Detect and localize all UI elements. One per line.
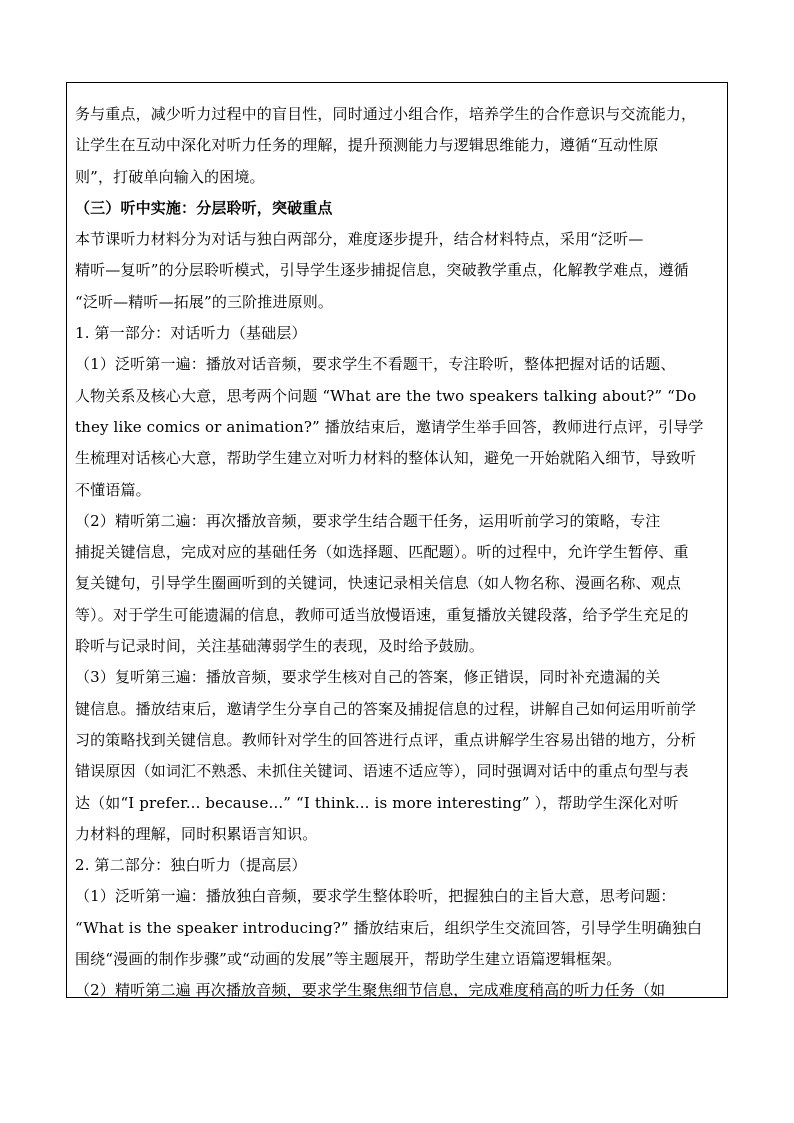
text-line: 聆听与记录时间，关注基础薄弱学生的表现，及时给予鼓励。 bbox=[75, 637, 485, 656]
text-line: they like comics or animation?” 播放结束后，邀请学生举手回答，教师进行点评，引导学 bbox=[75, 417, 704, 436]
text-line: 等）。对于学生可能遗漏的信息，教师可适当放慢语速，重复播放关键段落，给予学生充足的 bbox=[75, 605, 689, 624]
text-line: 不懂语篇。 bbox=[75, 480, 151, 499]
text-line: （2）精听第二遍：再次播放音频，要求学生结合题干任务，运用听前学习的策略，专注 bbox=[75, 511, 661, 530]
text-line: “What is the speaker introducing?” 播放结束后，组织学生交流回答，引导学生明确独白 bbox=[75, 918, 703, 937]
text-line: （3）复听第三遍：播放音频，要求学生核对自己的答案，修正错误，同时补充遗漏的关 bbox=[75, 668, 661, 687]
text-line: （2）精听第二遍 再次播放音频，要求学生聚焦细节信息，完成难度稍高的听力任务（如 bbox=[75, 981, 666, 1000]
text-line: “泛听—精听—拓展”的三阶推进原则。 bbox=[75, 292, 334, 311]
text-line: 务与重点，减少听力过程中的盲目性，同时通过小组合作，培养学生的合作意识与交流能力， bbox=[75, 105, 697, 123]
subsection-heading: 1. 第一部分：对话听力（基础层） bbox=[75, 324, 307, 343]
text-line: （1）泛听第一遍：播放对话音频，要求学生不看题干，专注聆听，整体把握对话的话题、 bbox=[75, 355, 676, 374]
text-line: 力材料的理解，同时积累语言知识。 bbox=[75, 824, 318, 843]
text-line: 捕捉关键信息，完成对应的基础任务（如选择题、匹配题）。听的过程中，允许学生暂停、重 bbox=[75, 543, 689, 562]
text-line: （1）泛听第一遍：播放独白音频，要求学生整体聆听，把握独白的主旨大意，思考问题： bbox=[75, 887, 676, 906]
text-line: 围绕“漫画的制作步骤”或“动画的发展”等主题展开，帮助学生建立语篇逻辑框架。 bbox=[75, 950, 622, 969]
section-heading: （三）听中实施：分层聆听，突破重点 bbox=[75, 198, 333, 217]
text-line: 错误原因（如词汇不熟悉、未抓住关键词、语速不适应等），同时强调对话中的重点句型与表 bbox=[75, 762, 689, 781]
text-line: 习的策略找到关键信息。教师针对学生的回答进行点评，重点讲解学生容易出错的地方，分析 bbox=[75, 730, 697, 749]
text-line: 则”，打破单向输入的困境。 bbox=[75, 167, 265, 186]
subsection-heading: 2. 第二部分：独白听力（提高层） bbox=[75, 856, 307, 875]
text-line: 让学生在互动中深化对听力任务的理解，提升预测能力与逻辑思维能力，遵循“互动性原 bbox=[75, 136, 659, 155]
text-line: 生梳理对话核心大意，帮助学生建立对听力材料的整体认知，避免一开始就陷入细节，导致听 bbox=[75, 449, 697, 468]
text-line: 本节课听力材料分为对话与独白两部分，难度逐步提升，结合材料特点，采用“泛听— bbox=[75, 230, 644, 249]
text-line: 达（如“I prefer... because...” “I think... is more interesting” ），帮助学生深化对听 bbox=[75, 793, 679, 812]
text-line: 复关键句，引导学生圈画听到的关键词，快速记录相关信息（如人物名称、漫画名称、观点 bbox=[75, 574, 682, 593]
text-line: 键信息。播放结束后，邀请学生分享自己的答案及捕捉信息的过程，讲解自己如何运用听前学 bbox=[75, 699, 697, 718]
text-line: 人物关系及核心大意，思考两个问题 “What are the two speakers talking about?” “Do bbox=[75, 386, 697, 405]
document-table-cell bbox=[66, 82, 728, 998]
text-line: 精听—复听”的分层聆听模式，引导学生逐步捕捉信息，突破教学重点，化解教学难点，遵循 bbox=[75, 261, 689, 280]
